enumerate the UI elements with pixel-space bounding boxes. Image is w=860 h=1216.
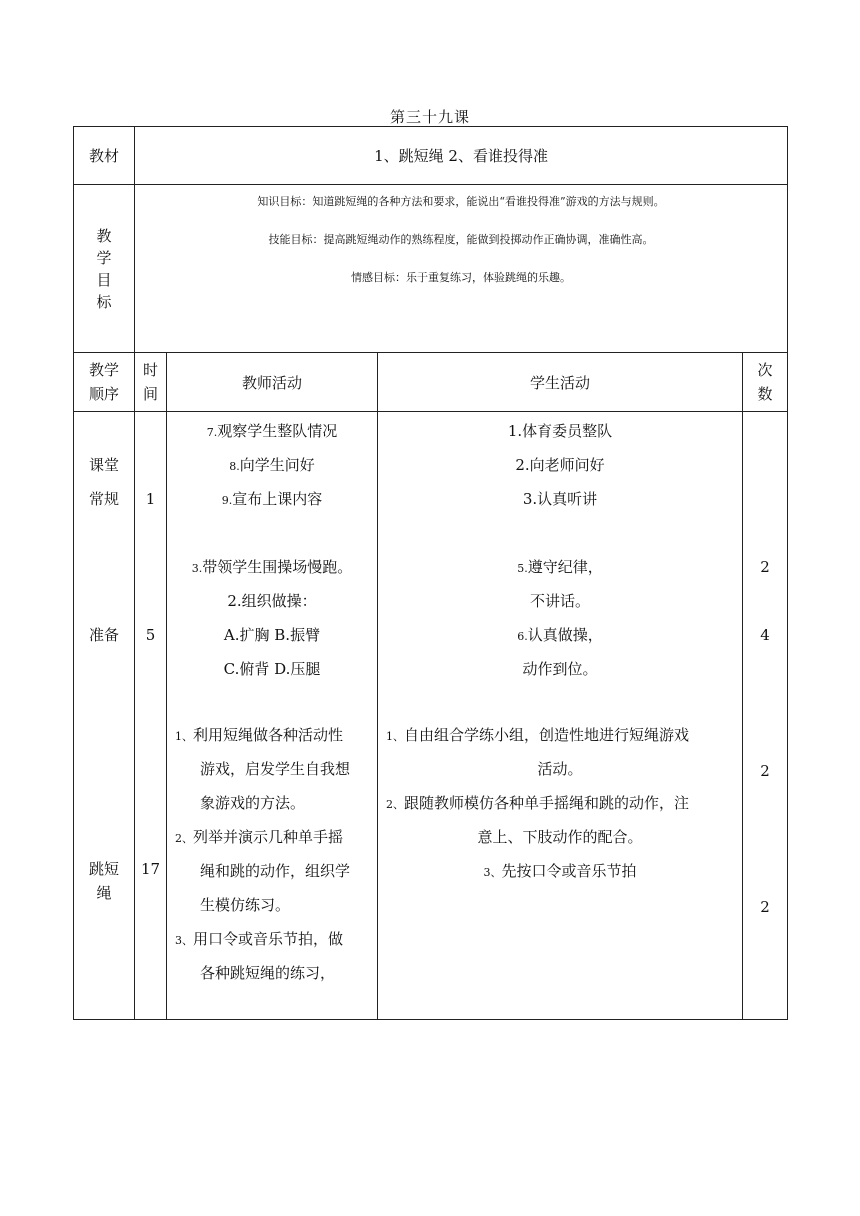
student-rope-line: 意上、下肢动作的配合。 (477, 828, 643, 846)
rope-time: 17 (140, 860, 161, 878)
teacher-routine-line: 9.宣布上课内容 (221, 490, 323, 508)
student-rope-line: 1、自由组合学练小组，创造性地进行短绳游戏 (386, 726, 690, 744)
student-rope-line: 活动。 (537, 760, 583, 778)
rope-count: 2 (760, 898, 770, 916)
lesson-plan-table (73, 126, 788, 1020)
teacher-rope-line: 绳和跳的动作，组织学 (200, 862, 351, 880)
count-column (743, 412, 788, 1020)
header-row (74, 353, 788, 412)
teacher-routine-line: 8.向学生问好 (229, 456, 315, 474)
student-routine-line: 2.向老师问好 (515, 456, 605, 474)
student-rope-line: 3、先按口令或音乐节拍 (483, 862, 637, 880)
prep-time: 5 (145, 626, 156, 644)
header-count: 次 数 (743, 353, 788, 412)
objectives-label: 教 学 目 标 (74, 185, 135, 353)
teacher-rope-line: 生模仿练习。 (200, 896, 291, 914)
material-label: 教材 (74, 127, 135, 185)
student-prep-line: 5.遵守纪律， (517, 558, 603, 576)
routine-order-2: 常规 (88, 490, 119, 508)
teacher-prep-line: A.扩胸 B.振臂 (223, 626, 321, 644)
prep-count: 2 (760, 558, 770, 576)
rope-order-1: 跳短 (88, 860, 119, 878)
knowledge-objective: 知识目标：知道跳短绳的各种方法和要求，能说出“看谁投得准”游戏的方法与规则。 (257, 195, 665, 208)
teacher-prep-line: C.俯背 D.压腿 (223, 660, 321, 678)
order-column (74, 412, 135, 1020)
student-routine-line: 1.体育委员整队 (507, 422, 613, 440)
header-teacher: 教师活动 (167, 353, 378, 412)
lesson-title: 第三十九课 (389, 108, 470, 126)
header-time: 时 间 (135, 353, 167, 412)
emotion-objective: 情感目标：乐于重复练习，体验跳绳的乐趣。 (351, 271, 572, 284)
student-rope-line: 2、跟随教师模仿各种单手摇绳和跳的动作，注 (386, 794, 690, 812)
rope-count: 2 (760, 762, 770, 780)
header-student: 学生活动 (378, 353, 743, 412)
student-prep-line: 动作到位。 (522, 660, 598, 678)
rope-order-2: 绳 (96, 884, 112, 902)
routine-order-1: 课堂 (88, 456, 119, 474)
activity-row (74, 412, 788, 1020)
teacher-prep-line: 3.带领学生围操场慢跑。 (191, 558, 353, 576)
teacher-prep-line: 2.组织做操： (227, 592, 317, 610)
objectives-row (74, 185, 788, 353)
student-routine-line: 3.认真听讲 (522, 490, 598, 508)
material-value: 1、跳短绳 2、看谁投得准 (135, 127, 788, 185)
teacher-routine-line: 7.观察学生整队情况 (206, 422, 338, 440)
student-prep-line: 不讲话。 (529, 592, 590, 610)
prep-count: 4 (760, 626, 770, 644)
prep-order: 准备 (88, 626, 119, 644)
teacher-rope-line: 3、用口令或音乐节拍，做 (175, 930, 344, 948)
teacher-rope-line: 1、利用短绳做各种活动性 (175, 726, 344, 744)
material-row (74, 127, 788, 185)
teacher-rope-line: 象游戏的方法。 (200, 794, 306, 812)
teacher-rope-line: 游戏，启发学生自我想 (200, 760, 351, 778)
student-prep-line: 6.认真做操， (517, 626, 603, 644)
objectives-content (135, 185, 788, 353)
routine-time: 1 (145, 490, 156, 508)
time-column (135, 412, 167, 1020)
student-activity-column (378, 412, 743, 1020)
teacher-rope-line: 各种跳短绳的练习， (200, 964, 336, 982)
skill-objective: 技能目标：提高跳短绳动作的熟练程度，能做到投掷动作正确协调，准确性高。 (268, 233, 654, 246)
teacher-rope-line: 2、列举并演示几种单手摇 (175, 828, 344, 846)
teacher-activity-column (167, 412, 378, 1020)
header-order: 教学 顺序 (74, 353, 135, 412)
